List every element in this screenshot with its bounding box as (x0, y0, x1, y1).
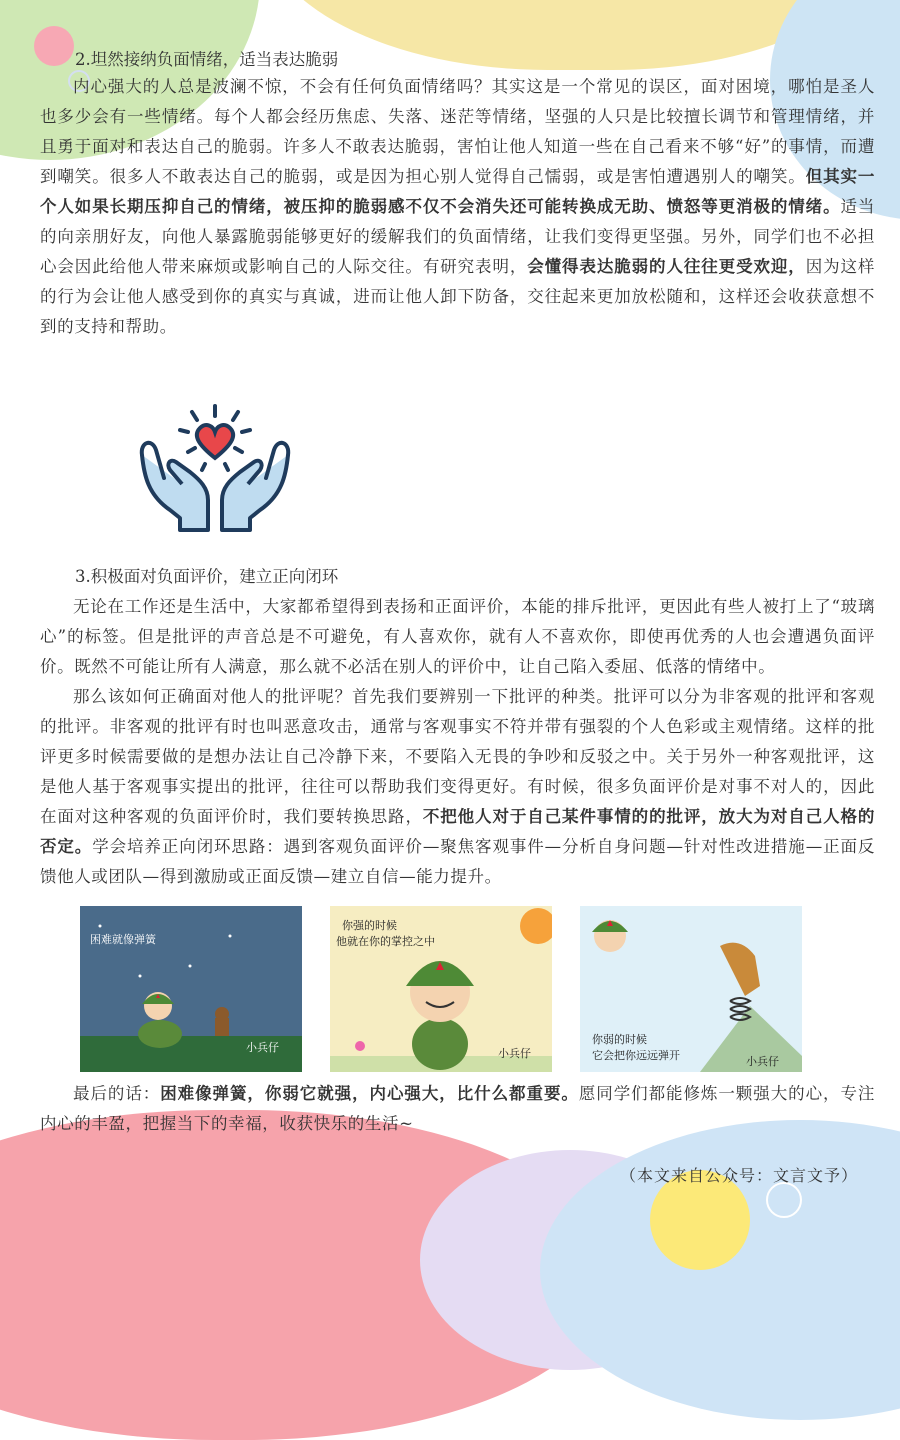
cartoon-image-strong (330, 906, 552, 1072)
picture1-signature: 小兵仔 (246, 1041, 279, 1054)
decor-ring (766, 1182, 802, 1218)
section3-heading: 3.积极面对负面评价，建立正向闭环 (75, 567, 339, 586)
section2-bold-d: 会懂得表达脆弱的人往往更受欢迎， (527, 257, 806, 276)
section3-body (40, 592, 875, 892)
section3-paragraph2 (40, 682, 875, 892)
closing-paragraph (40, 1079, 875, 1139)
closing-text-a: 最后的话： (73, 1084, 161, 1103)
section2-paragraph (40, 72, 875, 342)
section2-text-c: 适当的向亲朋好友，向他人暴露脆弱能够更好的缓解我们的负面情绪，让我们变得更坚强。另外，同学们也不必担心会因此给他人带来麻烦或影响自己的人际交往。有研究表明， (40, 197, 876, 276)
picture1-caption: 困难就像弹簧 (90, 933, 156, 946)
decor-pink-dot (34, 26, 74, 66)
section3-bold-b: 不把他人对于自己某件事情的的批评，放大为对自己人格的否定。 (40, 807, 875, 856)
closing-bold: 困难像弹簧，你弱它就强，内心强大，比什么都重要。 (160, 1084, 579, 1103)
section3-text-c: 学会培养正向闭环思路：遇到客观负面评价—聚焦客观事件—分析自身问题—针对性改进措施—正面反馈他人或团队—得到激励或正面反馈—建立自信—能力提升。 (40, 837, 876, 886)
section2-text-e: 因为这样的行为会让他人感受到你的真实与真诚，进而让他人卸下防备，交往起来更加放松随和，这样还会收获意想不到的支持和帮助。 (40, 257, 875, 336)
section2-bold-b: 但其实一个人如果长期压抑自己的情绪，被压抑的脆弱感不仅不会消失还可能转换成无助、愤怒等更消极的情绪。 (40, 167, 875, 216)
section3-paragraph1: 无论在工作还是生活中，大家都希望得到表扬和正面评价，本能的排斥批评，更因此有些人被打上了“玻璃心”的标签。但是批评的声音总是不可避免，有人喜欢你，就有人不喜欢你，即使再优秀的人也会遭遇负面评价。既然不可能让所有人满意，那么就不必活在别人的评价中，让自己陷入委屈、低落的情绪中。 (40, 597, 875, 676)
picture3-caption-line2: 它会把你远远弹开 (592, 1049, 680, 1062)
picture2-signature: 小兵仔 (498, 1047, 531, 1060)
source-note: （本文来自公众号：文言文予） (620, 1166, 859, 1185)
section3-text-a: 那么该如何正确面对他人的批评呢？首先我们要辨别一下批评的种类。批评可以分为非客观的批评和客观的批评。非客观的批评有时也叫恶意攻击，通常与客观事实不符并带有强裂的个人色彩或主观情绪。这样的批评更多时候需要做的是想办法让自己冷静下来，不要陷入无畏的争吵和反驳之中。关于另外一种客观批评，这是他人基于客观事实提出的批评，往往可以帮助我们变得更好。有时候，很多负面评价是对事不对人的，因此在面对这种客观的负面评价时，我们要转换思路， (40, 687, 875, 826)
picture3-caption-line1: 你弱的时候 (592, 1033, 647, 1046)
heart-hands-icon (130, 400, 300, 535)
picture2-caption-line2: 他就在你的掌控之中 (336, 935, 435, 948)
closing-text-c: 愿同学们都能修炼一颗强大的心，专注内心的丰盈，把握当下的幸福，收获快乐的生活~ (40, 1084, 876, 1133)
picture2-caption-line1: 你强的时候 (342, 919, 397, 932)
section2-heading: 2.坦然接纳负面情绪，适当表达脆弱 (75, 50, 339, 69)
cartoon-image-weak (580, 906, 802, 1072)
picture3-signature: 小兵仔 (746, 1055, 779, 1068)
section2-text-a: 内心强大的人总是波澜不惊，不会有任何负面情绪吗？其实这是一个常见的误区，面对困境，哪怕是圣人也多少会有一些情绪。每个人都会经历焦虑、失落、迷茫等情绪，坚强的人只是比较擅长调节和管理情绪，并且勇于面对和表达自己的脆弱。许多人不敢表达脆弱，害怕让他人知道一些在自己看来不够“好”的事情，而遭到嘲笑。很多人不敢表达自己的脆弱，或是因为担心别人觉得自己懦弱，或是害怕遭遇别人的嘲笑。 (40, 77, 875, 186)
cartoon-image-spring (80, 906, 302, 1072)
